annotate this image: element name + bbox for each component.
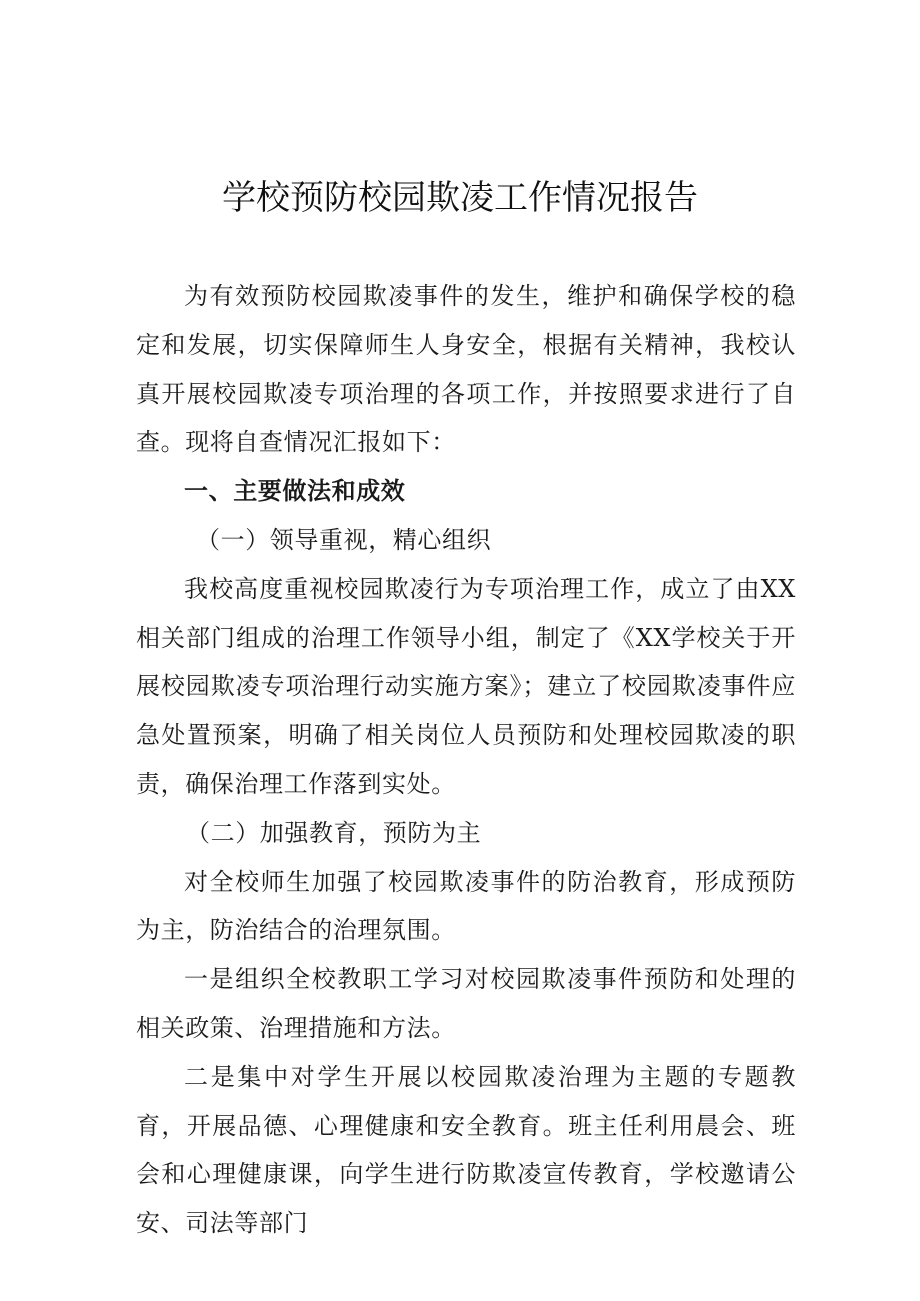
subsection-2-item-2: 二是集中对学生开展以校园欺凌治理为主题的专题教育，开展品德、心理健康和安全教育。班主任利用晨会、班会和心理健康课，向学生进行防欺凌宣传教育，学校邀请公安、司法等部门 bbox=[136, 1062, 796, 1238]
document-body bbox=[136, 272, 796, 1248]
subsection-2-paragraph: 对全校师生加强了校园欺凌事件的防治教育，形成预防为主，防治结合的治理氛围。 bbox=[136, 867, 796, 945]
subsection-2-item-1: 一是组织全校教职工学习对校园欺凌事件预防和处理的相关政策、治理措施和方法。 bbox=[136, 965, 796, 1042]
document-title: 学校预防校园欺凌工作情况报告 bbox=[222, 178, 698, 218]
intro-paragraph: 为有效预防校园欺凌事件的发生，维护和确保学校的稳定和发展，切实保障师生人身安全，根据有关精神，我校认真开展校园欺凌专项治理的各项工作，并按照要求进行了自查。现将自查情况汇报如下： bbox=[136, 282, 796, 457]
section-heading-1: 一、主要做法和成效 bbox=[184, 477, 406, 506]
subsection-1-paragraph: 我校高度重视校园欺凌行为专项治理工作，成立了由XX相关部门组成的治理工作领导小组，制定了《XX学校关于开展校园欺凌专项治理行动实施方案》；建立了校园欺凌事件应急处置预案，明确了相关岗位人员预防和处理校园欺凌的职责，确保治理工作落到实处。 bbox=[136, 574, 796, 798]
subsection-heading-2: （二）加强教育，预防为主 bbox=[186, 818, 482, 847]
subsection-heading-1: （一）领导重视，精心组织 bbox=[196, 525, 492, 554]
